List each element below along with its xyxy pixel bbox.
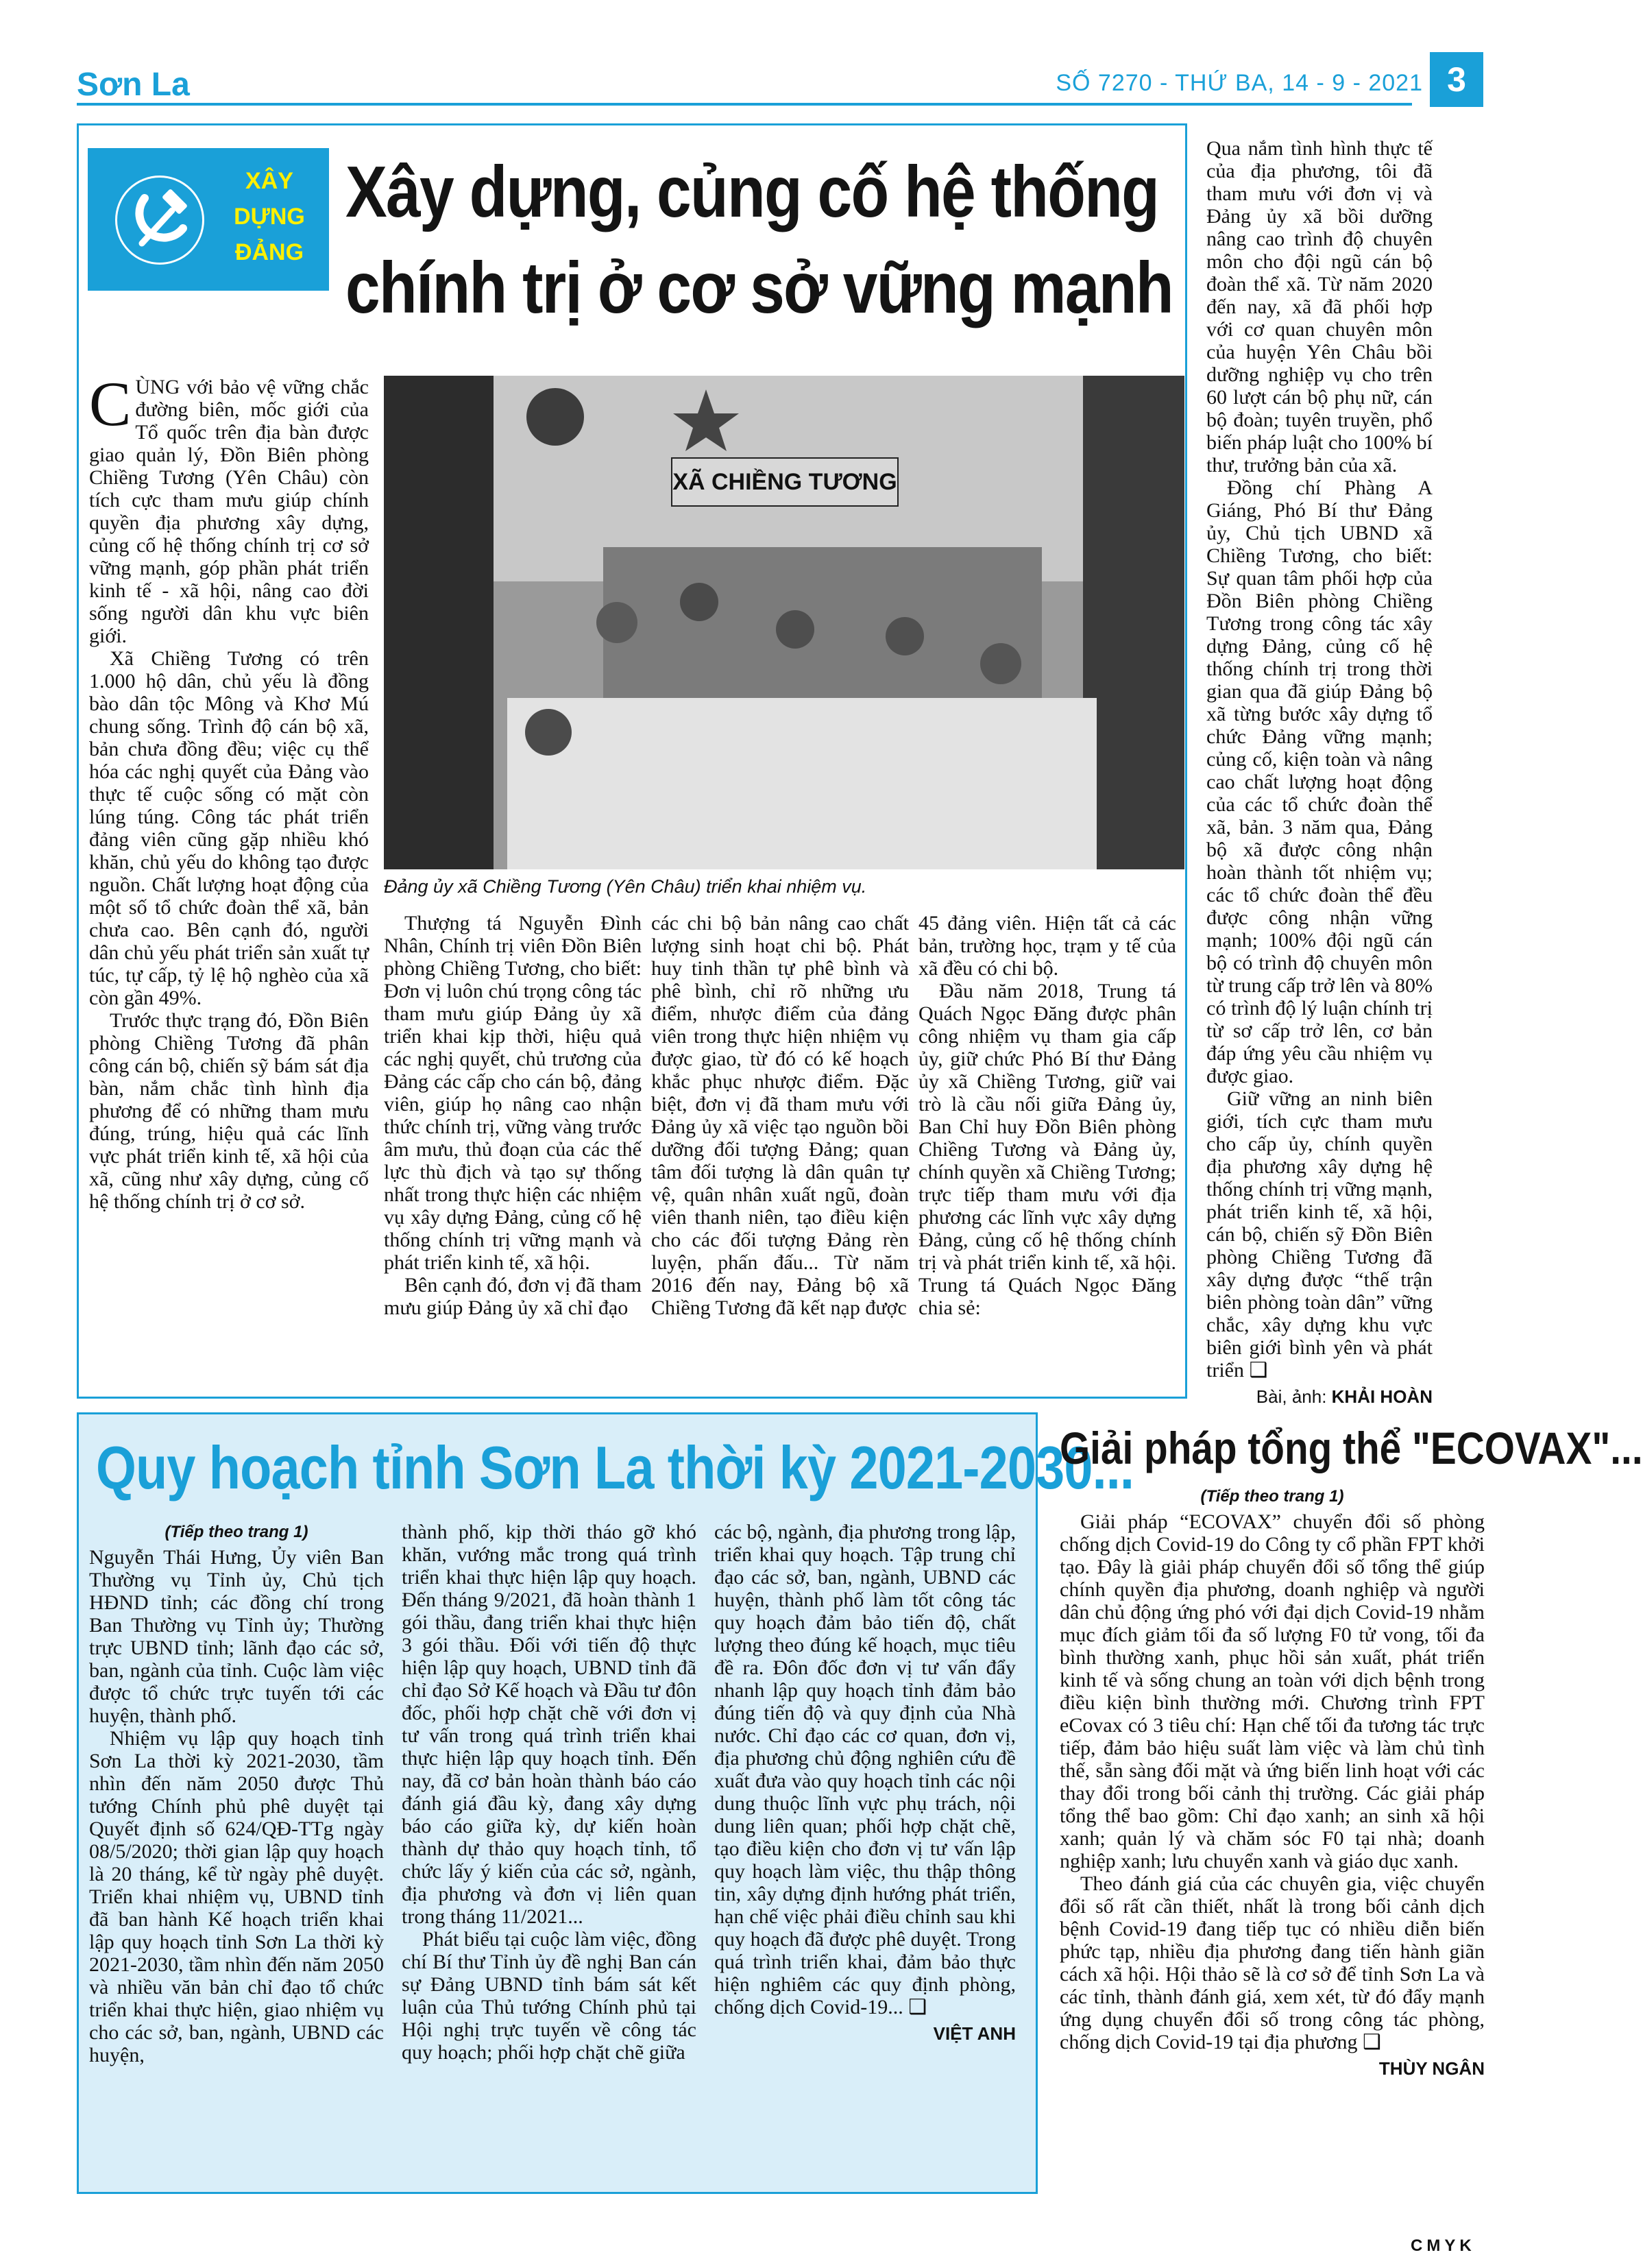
newspaper-brand: Sơn La (77, 67, 190, 103)
paragraph: Giữ vững an ninh biên giới, tích cực tham mưu cho cấp ủy, chính quyền địa phương xây dựng hệ thống chính trị vững mạnh, phát triển kinh tế, xã hội, cán bộ, chiến sỹ Đồn Biên phòng Chiềng Tương đã xây dựng được “thế trận biên phòng toàn dân” vững chắc, xây dựng khu vực biên giới bình yên và phát triển ❑ (1206, 1087, 1433, 1382)
article-column (89, 1521, 384, 2066)
paragraph: Nhiệm vụ lập quy hoạch tỉnh Sơn La thời kỳ 2021-2030, tầm nhìn đến năm 2050 được Thủ tướng Chính phủ phê duyệt tại Quyết định số 624/QĐ-TTg ngày 08/5/2020; thời gian lập quy hoạch là 20 tháng, kể từ ngày phê duyệt. Triển khai nhiệm vụ, UBND tỉnh đã ban hành Kế hoạch triển khai lập quy hoạch tỉnh Sơn La thời kỳ 2021-2030, tầm nhìn đến năm 2050 và nhiều văn bản chỉ đạo tổ chức triển khai thực hiện, giao nhiệm vụ cho các sở, ban, ngành, UBND các huyện, (89, 1727, 384, 2066)
badge-line: DỰNG (234, 204, 305, 230)
paragraph: Thượng tá Nguyễn Đình Nhân, Chính trị viên Đồn Biên phòng Chiềng Tương, cho biết: Đơn vị luôn chú trọng công tác tham mưu giúp Đảng ủy xã triển khai kịp thời, hiệu quả các nghị quyết, chủ trương của Đảng các cấp cho cán bộ, đảng viên, giúp họ nâng cao nhận thức chính trị, vững vàng trước âm mưu, thủ đoạn của các thế lực thù địch và tạo sự thống nhất trong thực hiện các nhiệm vụ xây dựng Đảng, củng cố hệ thống chính trị vững mạnh và phát triển kinh tế, xã hội. (384, 912, 642, 1274)
paragraph: 45 đảng viên. Hiện tất cả các bản, trường học, trạm y tế của xã đều có chi bộ. (918, 912, 1176, 980)
hammer-sickle-icon (115, 176, 204, 265)
article-column (918, 912, 1176, 1319)
paragraph: các bộ, ngành, địa phương trong lập, triển khai quy hoạch. Tập trung chỉ đạo các sở, ban, ngành, UBND các huyện, thành phố làm tốt công tác quy hoạch đảm bảo tiến độ, chất lượng theo đúng kế hoạch, mục tiêu đề ra. Đôn đốc đơn vị tư vấn đẩy nhanh lập quy hoạch tỉnh đảm bảo đúng tiến độ và quy định của Nhà nước. Chỉ đạo các cơ quan, đơn vị, địa phương chủ động nghiên cứu đề xuất đưa vào quy hoạch tỉnh các nội dung thuộc lĩnh vực phụ trách, nội dung liên quan; phối hợp chặt chẽ, tạo điều kiện cho đơn vị tư vấn lập quy hoạch làm việc, thu thập thông tin, xây dựng định hướng phát triển, hạn chế việc phải điều chỉnh sau khi quy hoạch đã được phê duyệt. Trong quá trình triển khai, đảm bảo thực hiện nghiêm các quy định phòng, chống dịch Covid-19... ❑ (714, 1521, 1016, 2018)
article-column (651, 912, 909, 1319)
byline-prefix: Bài, ảnh: (1256, 1386, 1332, 1407)
article-column (1206, 137, 1433, 1408)
paragraph: Theo đánh giá của các chuyên gia, việc chuyển đổi số rất cần thiết, nhất là trong bối cảnh dịch bệnh Covid-19 đang tiếp tục có nhiều diễn biến phức tạp, nhiều địa phương đang tiến hành giãn cách xã hội. Hội thảo sẽ là cơ sở để tỉnh Sơn La và các tỉnh, thành đánh giá, xem xét, từ đó đẩy mạnh ứng dụng chuyển đổi số trong công tác phòng, chống dịch Covid-19 tại địa phương ❑ (1060, 1872, 1485, 2053)
article-headline: Quy hoạch tỉnh Sơn La thời kỳ 2021-2030... (96, 1434, 1134, 1501)
article-column (1060, 1485, 1485, 2080)
paragraph: Đầu năm 2018, Trung tá Quách Ngọc Đăng được phân công nhiệm vụ tham gia cấp ủy, giữ chức Phó Bí thư Đảng ủy xã Chiềng Tương, giữ vai trò là cầu nối giữa Đảng ủy, Ban Chỉ huy Đồn Biên phòng Chiềng Tương và Đảng ủy, chính quyền xã Chiềng Tương; trực tiếp tham mưu với địa phương các lĩnh vực xây dựng Đảng, củng cố hệ thống chính trị và phát triển kinh tế, xã hội. Trung tá Quách Ngọc Đăng chia sẻ: (918, 980, 1176, 1319)
article-photo (384, 376, 1184, 869)
continued-note: (Tiếp theo trang 1) (1200, 1487, 1344, 1506)
paragraph: ÙNG với bảo vệ vững chắc đường biên, mốc giới của Tổ quốc trên địa bàn được giao quản lý, Đồn Biên phòng Chiềng Tương (Yên Châu) còn tích cực tham mưu giúp chính quyền địa phương xây dựng, củng cố hệ thống chính trị cơ sở vững mạnh, góp phần phát triển kinh tế - xã hội, nâng cao đời sống người dân khu vực biên giới. (89, 376, 369, 647)
article-column (714, 1521, 1016, 2045)
article-byline: THÙY NGÂN (1378, 2058, 1485, 2079)
paragraph: Bên cạnh đó, đơn vị đã tham mưu giúp Đảng ủy xã chỉ đạo (384, 1274, 642, 1319)
issue-info: SỐ 7270 - THỨ BA, 14 - 9 - 2021 (1056, 70, 1423, 96)
paragraph: Phát biểu tại cuộc làm việc, đồng chí Bí thư Tỉnh ủy đề nghị Ban cán sự Đảng UBND tỉnh bám sát kết luận của Thủ tướng Chính phủ tại Hội nghị trực tuyến về công tác quy hoạch; phối hợp chặt chẽ giữa (402, 1928, 696, 2064)
byline-author: KHẢI HOÀN (1331, 1386, 1433, 1407)
article-column (384, 912, 642, 1319)
article-headline: Giải pháp tổng thể "ECOVAX"... (1060, 1423, 1643, 1473)
photo-sign: XÃ CHIỀNG TƯƠNG (672, 469, 897, 495)
paragraph: Qua nắm tình hình thực tế của địa phương, tôi đã tham mưu với đơn vị và Đảng ủy xã bồi dưỡng nâng cao trình độ chuyên môn cho đội ngũ cán bộ đoàn thể xã. Từ năm 2020 đến nay, xã đã phối hợp với cơ quan chuyên môn của huyện Yên Châu bồi dưỡng nghiệp vụ cho trên 60 lượt cán bộ phụ nữ, cán bộ đoàn; tuyên truyền, phổ biến pháp luật cho 100% bí thư, trưởng bản của xã. (1206, 137, 1433, 476)
badge-line: ĐẢNG (234, 239, 304, 265)
headline-line: chính trị ở cơ sở vững mạnh (345, 248, 1173, 328)
badge-line: XÂY (245, 168, 293, 194)
article-column (89, 369, 369, 1213)
paragraph: Nguyễn Thái Hưng, Ủy viên Ban Thường vụ Tỉnh ủy, Chủ tịch HĐND tỉnh; các đồng chí trong Ban Thường vụ Tỉnh ủy; Thường trực UBND tỉnh; lãnh đạo các sở, ban, ngành của tỉnh. Cuộc làm việc được tổ chức trực tuyến tới các huyện, thành phố. (89, 1546, 384, 1727)
article-byline (1206, 1386, 1433, 1408)
headline-line: Xây dựng, củng cố hệ thống (345, 152, 1159, 232)
article-headline (345, 144, 1173, 336)
cmyk-marker: CMYK (1411, 2236, 1476, 2255)
paragraph: Trước thực trạng đó, Đồn Biên phòng Chiềng Tương đã phân công cán bộ, chiến sỹ bám sát địa bàn, nắm chắc tình hình địa phương để có những tham mưu đúng, trúng, hiệu quả các lĩnh vực phát triển kinh tế, xã hội của xã, cũng như xây dựng, củng cố hệ thống chính trị ở cơ sở. (89, 1009, 369, 1213)
header-rule (77, 103, 1412, 106)
page-number: 3 (1430, 52, 1483, 107)
article-byline: VIỆT ANH (933, 2023, 1016, 2044)
article-column (402, 1521, 696, 2064)
photo-caption: Đảng ủy xã Chiềng Tương (Yên Châu) triển khai nhiệm vụ. (384, 876, 867, 897)
paragraph: Đồng chí Phàng A Giáng, Phó Bí thư Đảng ủy, Chủ tịch UBND xã Chiềng Tương, cho biết: Sự quan tâm phối hợp của Đồn Biên phòng Chiềng Tương trong công tác xây dựng Đảng, củng cố hệ thống chính trị trong thời gian qua đã giúp Đảng bộ xã từng bước xây dựng tổ chức Đảng vững mạnh; củng cố, kiện toàn và nâng cao chất lượng hoạt động của các tổ chức đoàn thể xã, bản. 3 năm qua, Đảng bộ xã được công nhận hoàn thành tốt nhiệm vụ; các tổ chức đoàn thể đều được công nhận vững mạnh; 100% đội ngũ cán bộ có trình độ chuyên môn từ trung cấp trở lên và 80% có trình độ lý luận chính trị từ sơ cấp trở lên, cơ bản đáp ứng yêu cầu nhiệm vụ được giao. (1206, 476, 1433, 1087)
drop-cap: C (89, 369, 132, 439)
paragraph: các chi bộ bản nâng cao chất lượng sinh hoạt chi bộ. Phát huy tinh thần tự phê bình và phê bình, chỉ rõ những ưu điểm, nhược điểm của đảng viên trong thực hiện nhiệm vụ được giao, từ đó có kế hoạch khắc phục nhược điểm. Đặc biệt, đơn vị đã tham mưu với Đảng ủy xã việc tạo nguồn bồi dưỡng đối tượng Đảng; quan tâm đối tượng là dân quân tự vệ, quân nhân xuất ngũ, đoàn viên thanh niên, tạo điều kiện cho các đối tượng Đảng rèn luyện, phấn đấu... Từ năm 2016 đến nay, Đảng bộ xã Chiềng Tương đã kết nạp được (651, 912, 909, 1319)
paragraph: thành phố, kịp thời tháo gỡ khó khăn, vướng mắc trong quá trình triển khai thực hiện lập quy hoạch. Đến tháng 9/2021, đã hoàn thành 1 gói thầu, đang triển khai thực hiện 3 gói thầu. Đối với tiến độ thực hiện lập quy hoạch, UBND tỉnh đã chỉ đạo Sở Kế hoạch và Đầu tư đôn đốc, phối hợp chặt chẽ với đơn vị tư vấn trong quá trình triển khai thực hiện lập quy hoạch tỉnh. Đến nay, đã cơ bản hoàn thành báo cáo đánh giá đầu kỳ, đang xây dựng báo cáo giữa kỳ, dự kiến hoàn thành dự thảo quy hoạch tỉnh, tổ chức lấy ý kiến của các sở, ngành, địa phương và đơn vị liên quan trong tháng 11/2021... (402, 1521, 696, 1928)
paragraph: Xã Chiềng Tương có trên 1.000 hộ dân, chủ yếu là đồng bào dân tộc Mông và Khơ Mú chung sống. Trình độ cán bộ xã, bản chưa đồng đều; việc cụ thể hóa các nghị quyết của Đảng vào thực tế cuộc sống có mặt còn lúng túng. Công tác phát triển đảng viên cũng gặp nhiều khó khăn, chủ yếu do không tạo được nguồn. Chất lượng hoạt động của một số tổ chức đoàn thể xã, bản chưa cao. Bên cạnh đó, người dân chủ yếu phát triển sản xuất tự túc, tự cấp, tỷ lệ hộ nghèo của xã còn gần 49%. (89, 647, 369, 1009)
paragraph: Giải pháp “ECOVAX” chuyển đổi số phòng chống dịch Covid-19 do Công ty cổ phần FPT khởi tạo. Đây là giải pháp chuyển đổi số tổng thể giúp chính quyền địa phương, doanh nghiệp và người dân chủ động ứng phó với đại dịch Covid-19 nhằm mục đích giảm tối đa số lượng F0 tử vong, tối đa bình thường xanh, phục hồi sản xuất, phát triển kinh tế và sống chung an toàn với dịch bệnh trong điều kiện bình thường mới. Chương trình FPT eCovax có 3 tiêu chí: Hạn chế tối đa tương tác trực tiếp, đảm bảo hiệu suất làm việc và làm chủ tình thế, sẵn sàng đối mặt và ứng biến linh hoạt với các thay đổi trong bối cảnh thị trường. Các giải pháp tổng thể bao gồm: Chỉ đạo xanh; an sinh xã hội xanh; quản lý và chăm sóc F0 tại nhà; doanh nghiệp xanh; lưu chuyển xanh và giáo dục xanh. (1060, 1510, 1485, 1872)
section-badge (88, 148, 329, 291)
continued-note: (Tiếp theo trang 1) (165, 1523, 308, 1541)
